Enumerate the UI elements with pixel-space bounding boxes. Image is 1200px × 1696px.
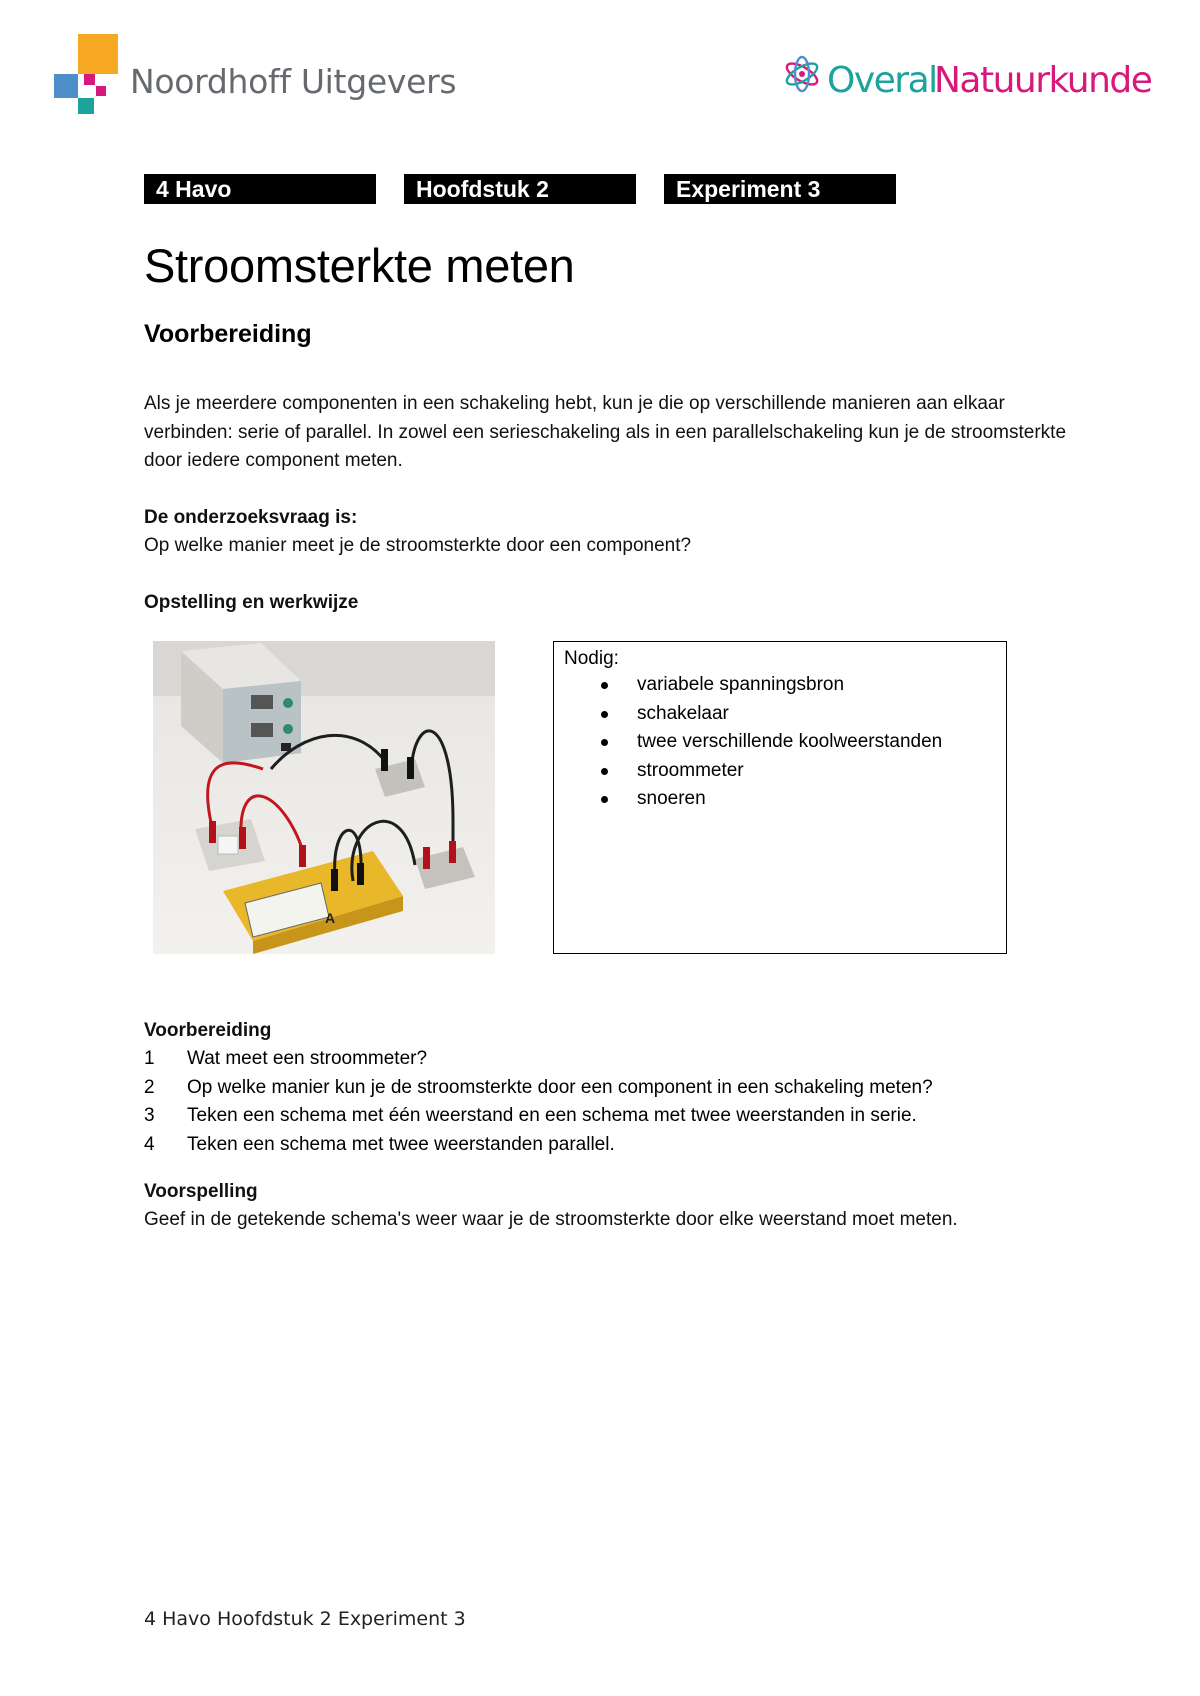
materials-list [554,671,942,814]
page-footer: 4 Havo Hoofdstuk 2 Experiment 3 [144,1608,466,1630]
materials-box [553,641,1007,954]
series-name-part1: Overal [827,60,937,101]
prediction-heading: Voorspelling [144,1181,258,1202]
logo-square-magenta [84,74,95,85]
intro-paragraph: Als je meerdere componenten in een schakeling hebt, kun je die op verschillende manieren aan elkaar verbinden: serie of parallel. In zowel een serieschakeling als in een parallelschakeling kun je de stroomsterkte door iedere component meten. [144,393,1067,471]
prediction-text: Geef in de getekende schema's weer waar je de stroomsterkte door elke weerstand moet meten. [144,1209,958,1230]
logo-square-magenta-small [96,86,106,96]
tag-experiment: Experiment 3 [664,174,896,204]
logo-square-teal [78,98,94,114]
preparation-questions [144,1045,933,1159]
list-item: 3 Teken een schema met één weerstand en een schema met twee weerstanden in serie. [144,1105,917,1126]
ammeter-label: A [325,910,336,926]
publisher-name: Noordhoff Uitgevers [130,62,457,101]
logo-square-orange [78,34,118,74]
publisher-logo [54,34,457,114]
list-item: 2 Op welke manier kun je de stroomsterkte door een component in een schakeling meten? [144,1076,933,1098]
series-logo [782,54,1152,104]
research-question-label: De onderzoeksvraag is: [144,507,358,528]
setup-heading: Opstelling en werkwijze [144,592,359,613]
section-heading-voorbereiding: Voorbereiding [144,320,312,348]
list-item: 4 Teken een schema met twee weerstanden parallel. [144,1133,615,1155]
list-item: 1 Wat meet een stroommeter? [144,1048,428,1069]
series-name-part2: Natuurkunde [934,60,1152,101]
atom-icon [782,54,822,94]
tag-chapter: Hoofdstuk 2 [404,174,636,204]
list-item: twee verschillende koolweerstanden [554,728,942,757]
setup-photo [153,641,495,954]
list-item: variabele spanningsbron [554,671,942,700]
preparation-heading: Voorbereiding [144,1020,272,1041]
tag-level: 4 Havo [144,174,376,204]
list-item: stroommeter [554,757,942,786]
research-question-text: Op welke manier meet je de stroomsterkte door een component? [144,535,692,556]
page-title: Stroomsterkte meten [144,239,575,292]
list-item: snoeren [554,785,942,814]
materials-title: Nodig: [564,648,619,669]
list-item: schakelaar [554,700,942,729]
logo-square-blue [54,74,78,98]
